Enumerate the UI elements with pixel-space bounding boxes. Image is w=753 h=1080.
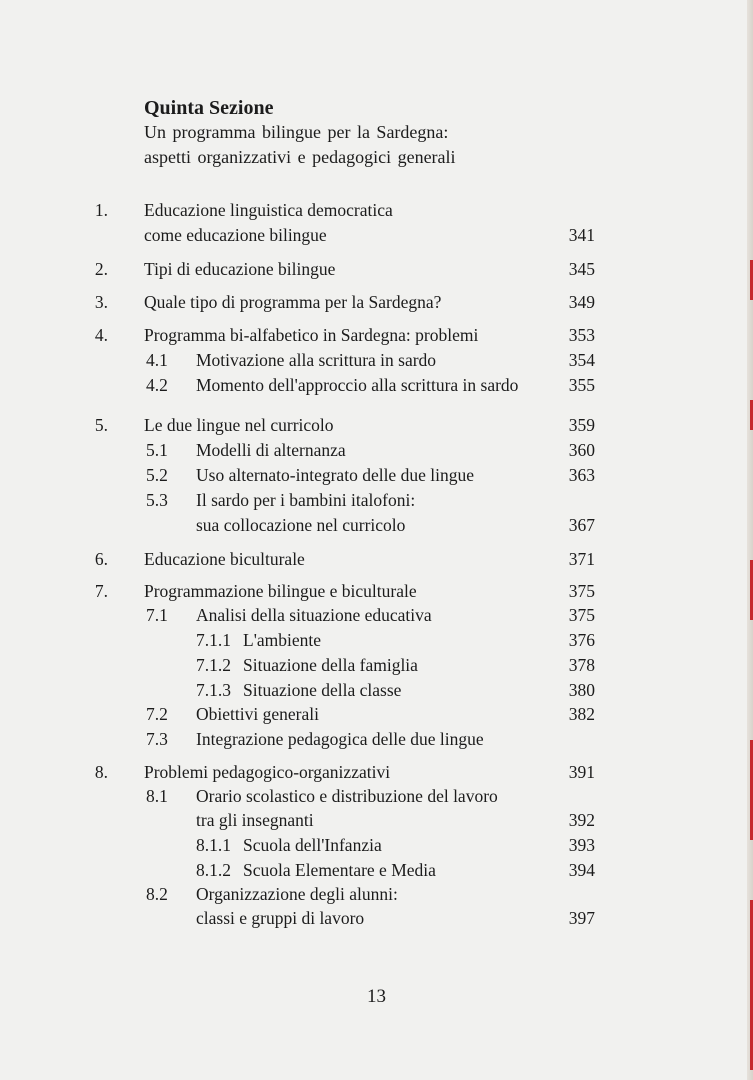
toc-entry-title: Analisi della situazione educativa [196, 605, 432, 625]
toc-entry-number: 8.1.1 [196, 835, 231, 855]
toc-entry-title: come educazione bilingue [144, 225, 327, 245]
toc-entry-page: 394 [568, 860, 595, 880]
toc-entry-page: 363 [568, 465, 595, 485]
page-number: 13 [367, 986, 386, 1007]
toc-entry-page: 392 [568, 810, 595, 830]
toc-entry-title: Scuola Elementare e Media [243, 860, 436, 880]
section-header [144, 96, 456, 170]
toc-entry-number: 7. [94, 581, 108, 601]
toc-entry-title: Educazione biculturale [144, 549, 305, 569]
toc-entry-number: 7.1.2 [196, 655, 231, 675]
toc-entry-title: sua collocazione nel curricolo [196, 515, 406, 535]
toc-entry-page: 397 [568, 908, 595, 928]
toc-entry-number: 8. [94, 762, 108, 782]
toc-entry-number: 7.3 [146, 729, 168, 749]
toc-entry-title: Momento dell'approccio alla scrittura in sardo [196, 375, 519, 395]
toc-entry-page: 376 [568, 630, 595, 650]
toc-entry-page: 341 [568, 225, 595, 245]
toc-entry-number: 8.2 [146, 884, 168, 904]
toc-entry-number: 8.1.2 [196, 860, 231, 880]
toc-entry-title: Le due lingue nel curricolo [144, 415, 334, 435]
toc-entry-page: 375 [568, 581, 595, 601]
toc-entry-title: Modelli di alternanza [196, 440, 346, 460]
toc-entry-number: 7.1.1 [196, 630, 231, 650]
toc-entry-title: Il sardo per i bambini italofoni: [196, 490, 416, 510]
toc-entry-title: Situazione della classe [243, 680, 402, 700]
toc-entry-title: Quale tipo di programma per la Sardegna? [144, 292, 442, 312]
toc-entry-number: 4.2 [146, 375, 168, 395]
toc-entry-page: 375 [568, 605, 595, 625]
toc-entry-page: 391 [568, 762, 595, 782]
toc-entry-title: Organizzazione degli alunni: [196, 884, 398, 904]
toc-entry-page: 359 [568, 415, 595, 435]
toc-entry-title: Scuola dell'Infanzia [243, 835, 382, 855]
toc-entry-number: 5.3 [146, 490, 168, 510]
toc-entry-title: Orario scolastico e distribuzione del lavoro [196, 786, 498, 806]
toc-entry-number: 5. [94, 415, 108, 435]
toc-entry-title: Uso alternato-integrato delle due lingue [196, 465, 474, 485]
toc-entry-page: 360 [568, 440, 595, 460]
toc-entry-title: L'ambiente [243, 630, 321, 650]
section-subtitle-line-2: aspetti organizzativi e pedagogici generali [144, 147, 456, 167]
toc-entry-page: 367 [568, 515, 595, 535]
toc-entry-title: Situazione della famiglia [243, 655, 418, 675]
toc-entry-number: 3. [94, 292, 108, 312]
toc-entry-title: tra gli insegnanti [196, 810, 314, 830]
toc-entry-number: 7.2 [146, 704, 168, 724]
toc-entry-title: Integrazione pedagogica delle due lingue [196, 729, 484, 749]
toc-entry-number: 1. [94, 200, 108, 220]
toc-entry-number: 2. [94, 259, 108, 279]
section-title: Quinta Sezione [144, 97, 274, 119]
toc-entry-title: Motivazione alla scrittura in sardo [196, 350, 437, 370]
toc-entry-page: 371 [568, 549, 595, 569]
toc-entry-number: 4. [94, 325, 108, 345]
toc-entry-page: 380 [568, 680, 595, 700]
toc-entry-title: classi e gruppi di lavoro [196, 908, 365, 928]
toc-entry-number: 8.1 [146, 786, 168, 806]
toc-entry-title: Problemi pedagogico-organizzativi [144, 762, 391, 782]
toc-entry-number: 6. [94, 549, 108, 569]
toc-entry-title: Obiettivi generali [196, 704, 319, 724]
toc-entry-page: 393 [568, 835, 595, 855]
toc-entry-number: 4.1 [146, 350, 168, 370]
toc-entry-number: 5.1 [146, 440, 168, 460]
toc-entry-page: 382 [568, 704, 595, 724]
toc-entry-title: Programmazione bilingue e biculturale [144, 581, 417, 601]
toc-entry-number: 5.2 [146, 465, 168, 485]
toc-entry-page: 355 [568, 375, 595, 395]
toc-entry-title: Tipi di educazione bilingue [144, 259, 336, 279]
toc-entry-number: 7.1 [146, 605, 168, 625]
toc-entry-page: 349 [568, 292, 595, 312]
toc-entry-number: 7.1.3 [196, 680, 231, 700]
toc-entry-page: 378 [568, 655, 595, 675]
section-subtitle-line-1: Un programma bilingue per la Sardegna: [144, 122, 449, 142]
toc-entry-title: Educazione linguistica democratica [144, 200, 393, 220]
toc-entry-page: 353 [568, 325, 595, 345]
toc-entry-title: Programma bi-alfabetico in Sardegna: problemi [144, 325, 479, 345]
toc-entry-page: 354 [568, 350, 595, 370]
toc-entry-page: 345 [568, 259, 595, 279]
